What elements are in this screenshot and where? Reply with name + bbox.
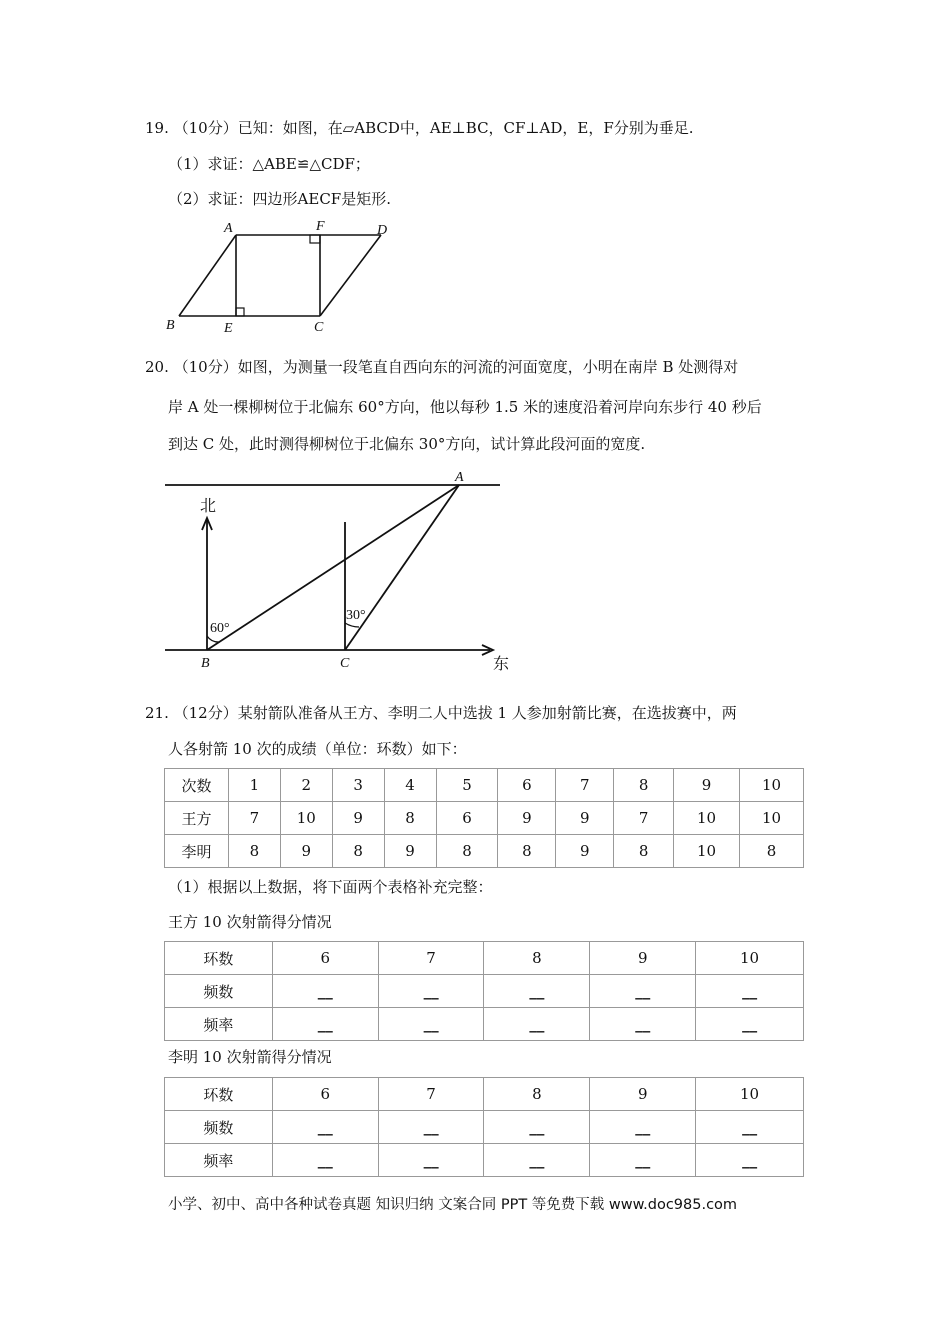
ring-cell: 7: [378, 942, 484, 975]
label-e: E: [224, 321, 233, 336]
freq-table-wangfang: [164, 941, 804, 1041]
freq-row-count: [165, 1111, 804, 1144]
freq-table-liming: [164, 1077, 804, 1177]
player-name: 王方: [165, 802, 229, 835]
answer-blank[interactable]: __: [590, 1144, 696, 1177]
q20-line2: 岸 A 处一棵柳树位于北偏东 60°方向，他以每秒 1.5 米的速度沿着河岸向东步行 40 秒后: [168, 398, 762, 416]
answer-blank[interactable]: __: [696, 975, 804, 1008]
freq-row-rate: [165, 1008, 804, 1041]
freq-row-rings: [165, 1078, 804, 1111]
angle-30-label: 30°: [346, 608, 366, 623]
label-b: B: [166, 318, 175, 333]
score-cell: 8: [228, 835, 280, 868]
round-cell: 9: [674, 769, 740, 802]
answer-blank[interactable]: __: [378, 1111, 484, 1144]
round-cell: 4: [384, 769, 436, 802]
answer-blank[interactable]: __: [272, 975, 378, 1008]
ring-cell: 8: [484, 942, 590, 975]
scores-table: [164, 768, 804, 868]
answer-blank[interactable]: __: [378, 975, 484, 1008]
answer-blank[interactable]: __: [590, 1111, 696, 1144]
score-cell: 9: [280, 835, 332, 868]
q21-part1: （1）根据以上数据，将下面两个表格补充完整：: [168, 878, 493, 896]
score-cell: 7: [228, 802, 280, 835]
score-cell: 8: [498, 835, 556, 868]
round-cell: 1: [228, 769, 280, 802]
answer-blank[interactable]: __: [378, 1144, 484, 1177]
scores-header-row: [165, 769, 804, 802]
score-cell: 9: [332, 802, 384, 835]
score-cell: 8: [384, 802, 436, 835]
q20-line1: 20. （10分）如图，为测量一段笔直自西向东的河流的河面宽度，小明在南岸 B 处测得对: [145, 358, 739, 376]
score-cell: 10: [674, 802, 740, 835]
player-name: 李明: [165, 835, 229, 868]
freq-row-rings: [165, 942, 804, 975]
score-cell: 7: [614, 802, 674, 835]
answer-blank[interactable]: __: [272, 1144, 378, 1177]
freq-table-title-wangfang: 王方 10 次射箭得分情况: [168, 913, 332, 931]
point-a-label: A: [455, 470, 464, 485]
q21-line2: 人各射箭 10 次的成绩（单位：环数）如下：: [168, 740, 467, 758]
label-d: D: [377, 223, 388, 238]
label-a: A: [224, 221, 233, 236]
answer-blank[interactable]: __: [590, 1008, 696, 1041]
round-cell: 2: [280, 769, 332, 802]
freq-table-title-liming: 李明 10 次射箭得分情况: [168, 1048, 332, 1066]
answer-blank[interactable]: __: [272, 1111, 378, 1144]
answer-blank[interactable]: __: [484, 1111, 590, 1144]
row-label: 环数: [165, 1078, 273, 1111]
river-figure: [160, 465, 520, 675]
answer-blank[interactable]: __: [272, 1008, 378, 1041]
parallelogram-figure: [160, 215, 400, 340]
score-cell: 8: [614, 835, 674, 868]
row-label: 频率: [165, 1008, 273, 1041]
score-cell: 9: [498, 802, 556, 835]
ring-cell: 9: [590, 942, 696, 975]
ring-cell: 7: [378, 1078, 484, 1111]
score-cell: 8: [332, 835, 384, 868]
answer-blank[interactable]: __: [484, 1144, 590, 1177]
east-label: 东: [493, 656, 510, 673]
answer-blank[interactable]: __: [590, 975, 696, 1008]
round-cell: 8: [614, 769, 674, 802]
score-cell: 8: [436, 835, 498, 868]
ring-cell: 9: [590, 1078, 696, 1111]
row-label: 频数: [165, 975, 273, 1008]
angle-60-label: 60°: [210, 621, 230, 636]
answer-blank[interactable]: __: [378, 1008, 484, 1041]
row-label: 频数: [165, 1111, 273, 1144]
score-cell: 10: [674, 835, 740, 868]
round-cell: 5: [436, 769, 498, 802]
score-cell: 9: [556, 835, 614, 868]
q19-part2: （2）求证：四边形AECF是矩形.: [168, 190, 391, 208]
ring-cell: 8: [484, 1078, 590, 1111]
page-footer: 小学、初中、高中各种试卷真题 知识归纳 文案合同 PPT 等免费下载 www.doc985.com: [168, 1197, 738, 1213]
scores-row-liming: [165, 835, 804, 868]
label-c: C: [314, 320, 324, 335]
ring-cell: 6: [272, 1078, 378, 1111]
score-cell: 10: [740, 802, 804, 835]
scores-row-wangfang: [165, 802, 804, 835]
scores-header-label: 次数: [165, 769, 229, 802]
freq-row-rate: [165, 1144, 804, 1177]
round-cell: 6: [498, 769, 556, 802]
q20-line3: 到达 C 处，此时测得柳树位于北偏东 30°方向，试计算此段河面的宽度.: [168, 435, 646, 453]
ring-cell: 6: [272, 942, 378, 975]
score-cell: 9: [384, 835, 436, 868]
ring-cell: 10: [696, 1078, 804, 1111]
north-label: 北: [200, 498, 217, 515]
row-label: 环数: [165, 942, 273, 975]
point-b-label: B: [201, 656, 210, 671]
round-cell: 7: [556, 769, 614, 802]
row-label: 频率: [165, 1144, 273, 1177]
score-cell: 10: [280, 802, 332, 835]
round-cell: 10: [740, 769, 804, 802]
point-c-label: C: [340, 656, 350, 671]
answer-blank[interactable]: __: [696, 1008, 804, 1041]
q19-part1: （1）求证：△ABE≌△CDF；: [168, 155, 370, 173]
score-cell: 8: [740, 835, 804, 868]
freq-row-count: [165, 975, 804, 1008]
score-cell: 9: [556, 802, 614, 835]
label-f: F: [316, 219, 325, 234]
answer-blank[interactable]: __: [484, 1008, 590, 1041]
answer-blank[interactable]: __: [696, 1144, 804, 1177]
round-cell: 3: [332, 769, 384, 802]
answer-blank[interactable]: __: [696, 1111, 804, 1144]
q19-stem: 19. （10分）已知：如图，在▱ABCD中，AE⊥BC，CF⊥AD，E，F分别为垂足.: [145, 119, 694, 137]
q21-line1: 21. （12分）某射箭队准备从王方、李明二人中选拔 1 人参加射箭比赛，在选拔赛中，两: [145, 704, 737, 722]
score-cell: 6: [436, 802, 498, 835]
answer-blank[interactable]: __: [484, 975, 590, 1008]
ring-cell: 10: [696, 942, 804, 975]
